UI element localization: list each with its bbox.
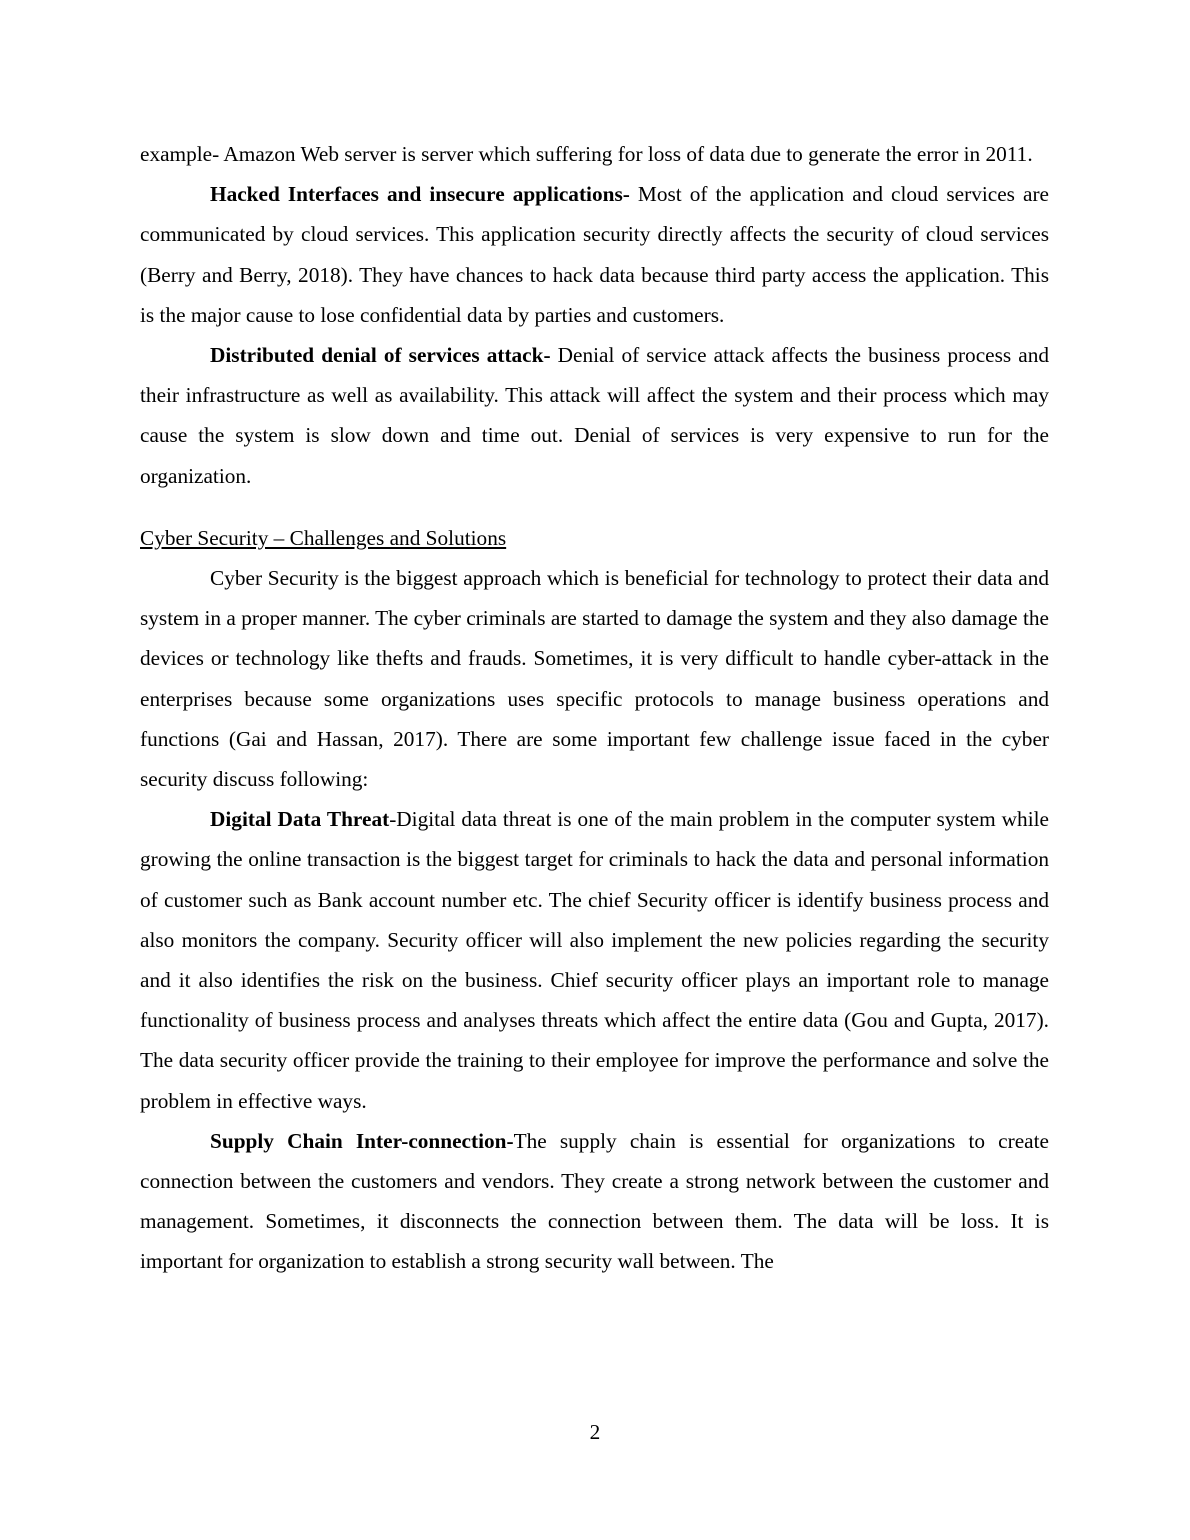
- paragraph-supply-chain: [140, 1121, 1049, 1282]
- paragraph-amazon-example: [140, 134, 1049, 174]
- document-body: [140, 134, 1049, 1282]
- paragraph-digital-data-threat: [140, 799, 1049, 1121]
- paragraph-hacked-interfaces: [140, 174, 1049, 335]
- paragraph-text: example- Amazon Web server is server which suffering for loss of data due to generate the error in 2011.: [140, 142, 1033, 166]
- paragraph-bold-lead: Digital Data Threat: [210, 807, 390, 832]
- paragraph-ddos-attack: [140, 335, 1049, 496]
- paragraph-bold-lead: Hacked Interfaces and insecure applications-: [210, 182, 630, 207]
- paragraph-text: -Digital data threat is one of the main problem in the computer system while growing the online transaction is the biggest target for criminals to hack the data and personal information of customer such as Bank account number etc. The chief Security officer is identify business process and also monitors the company. Security officer will also implement the new policies regarding the security and it also identifies the risk on the business. Chief security officer plays an important role to manage functionality of business process and analyses threats which affect the entire data (Gou and Gupta, 2017). The data security officer provide the training to their employee for improve the performance and solve the problem in effective ways.: [140, 807, 1049, 1113]
- section-heading: Cyber Security – Challenges and Solutions: [140, 525, 507, 550]
- paragraph-bold-lead: Distributed denial of services attack-: [210, 343, 551, 368]
- paragraph-text: Most of the application and cloud services are communicated by cloud services. This application security directly affects the security of cloud services (Berry and Berry, 2018). They have chances to hack data because third party access the application. This is the major cause to lose confidential data by parties and customers.: [140, 182, 1049, 327]
- paragraph-text: The supply chain is essential for organizations to create connection between the customers and vendors. They create a strong network between the customer and management. Sometimes, it disconnects the connection between them. The data will be loss. It is important for organization to establish a strong security wall between. The: [140, 1128, 1049, 1274]
- paragraph-bold-lead: Supply Chain Inter-connection-: [210, 1128, 514, 1153]
- paragraph-cyber-security-intro: [140, 558, 1049, 799]
- paragraph-text: Denial of service attack affects the business process and their infrastructure as well as availability. This attack will affect the system and their process which may cause the system is slow down and time out. Denial of services is very expensive to run for the organization.: [140, 343, 1049, 488]
- paragraph-text: Cyber Security is the biggest approach which is beneficial for technology to protect their data and system in a proper manner. The cyber criminals are started to damage the system and they also damage the devices or technology like thefts and frauds. Sometimes, it is very difficult to handle cyber-attack in the enterprises because some organizations uses specific protocols to manage business operations and functions (Gai and Hassan, 2017). There are some important few challenge issue faced in the cyber security discuss following:: [140, 566, 1049, 792]
- page-number: 2: [589, 1420, 601, 1444]
